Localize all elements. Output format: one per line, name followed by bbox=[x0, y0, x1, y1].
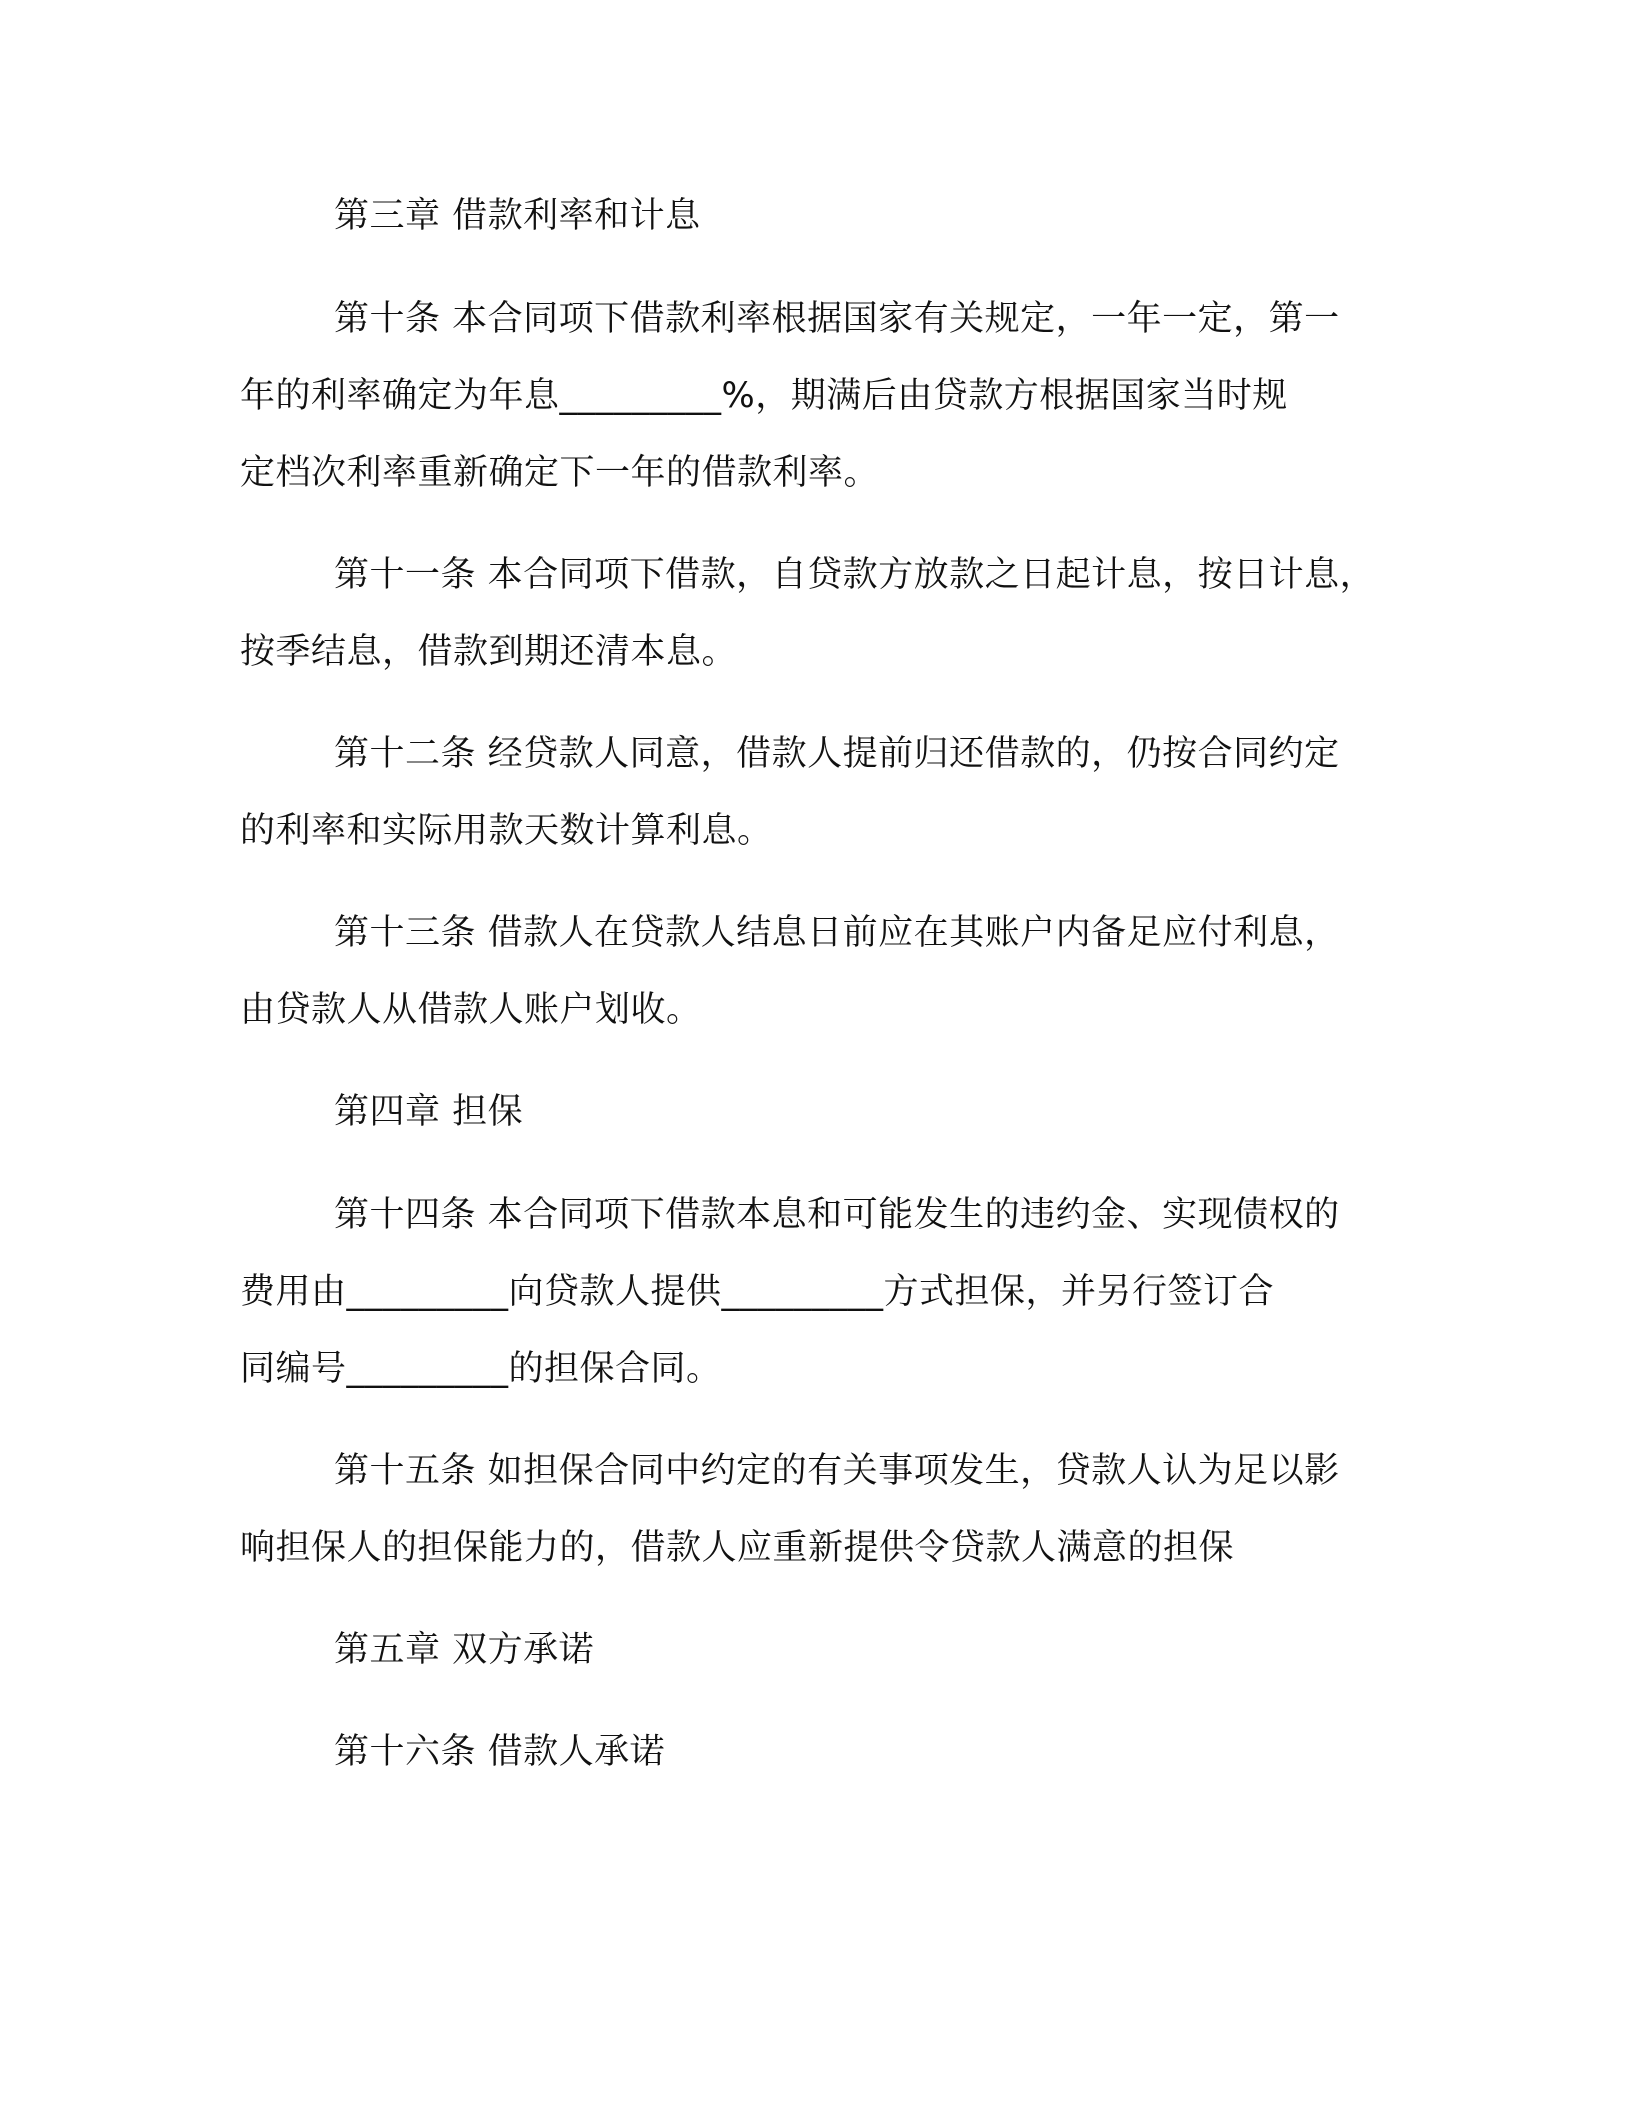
article-12-line-1: 第十二条 经贷款人同意，借款人提前归还借款的，仍按合同约定 bbox=[334, 734, 1340, 774]
chapter-5-heading: 第五章 双方承诺 bbox=[334, 1630, 595, 1670]
article-10-line-1: 第十条 本合同项下借款利率根据国家有关规定，一年一定，第一 bbox=[334, 299, 1340, 339]
article-14-line-3: 同编号_________的担保合同。 bbox=[240, 1349, 722, 1389]
article-16-heading: 第十六条 借款人承诺 bbox=[334, 1732, 666, 1772]
article-14-line-2: 费用由_________向贷款人提供_________方式担保，并另行签订合 bbox=[240, 1272, 1275, 1312]
article-10-line-2: 年的利率确定为年息_________%，期满后由贷款方根据国家当时规 bbox=[240, 376, 1288, 416]
article-14-line-1: 第十四条 本合同项下借款本息和可能发生的违约金、实现债权的 bbox=[334, 1195, 1340, 1235]
article-11-line-1: 第十一条 本合同项下借款，自贷款方放款之日起计息，按日计息， bbox=[334, 555, 1376, 595]
article-15-line-1: 第十五条 如担保合同中约定的有关事项发生，贷款人认为足以影 bbox=[334, 1451, 1340, 1491]
chapter-4-heading: 第四章 担保 bbox=[334, 1092, 524, 1132]
article-11-line-2: 按季结息，借款到期还清本息。 bbox=[240, 632, 738, 672]
article-13-line-2: 由贷款人从借款人账户划收。 bbox=[240, 990, 702, 1030]
article-12-line-2: 的利率和实际用款天数计算利息。 bbox=[240, 811, 773, 851]
article-10-line-3: 定档次利率重新确定下一年的借款利率。 bbox=[240, 453, 880, 493]
article-13-line-1: 第十三条 借款人在贷款人结息日前应在其账户内备足应付利息， bbox=[334, 913, 1340, 953]
chapter-3-heading: 第三章 借款利率和计息 bbox=[334, 196, 701, 236]
article-15-line-2: 响担保人的担保能力的，借款人应重新提供令贷款人满意的担保 bbox=[240, 1528, 1235, 1568]
